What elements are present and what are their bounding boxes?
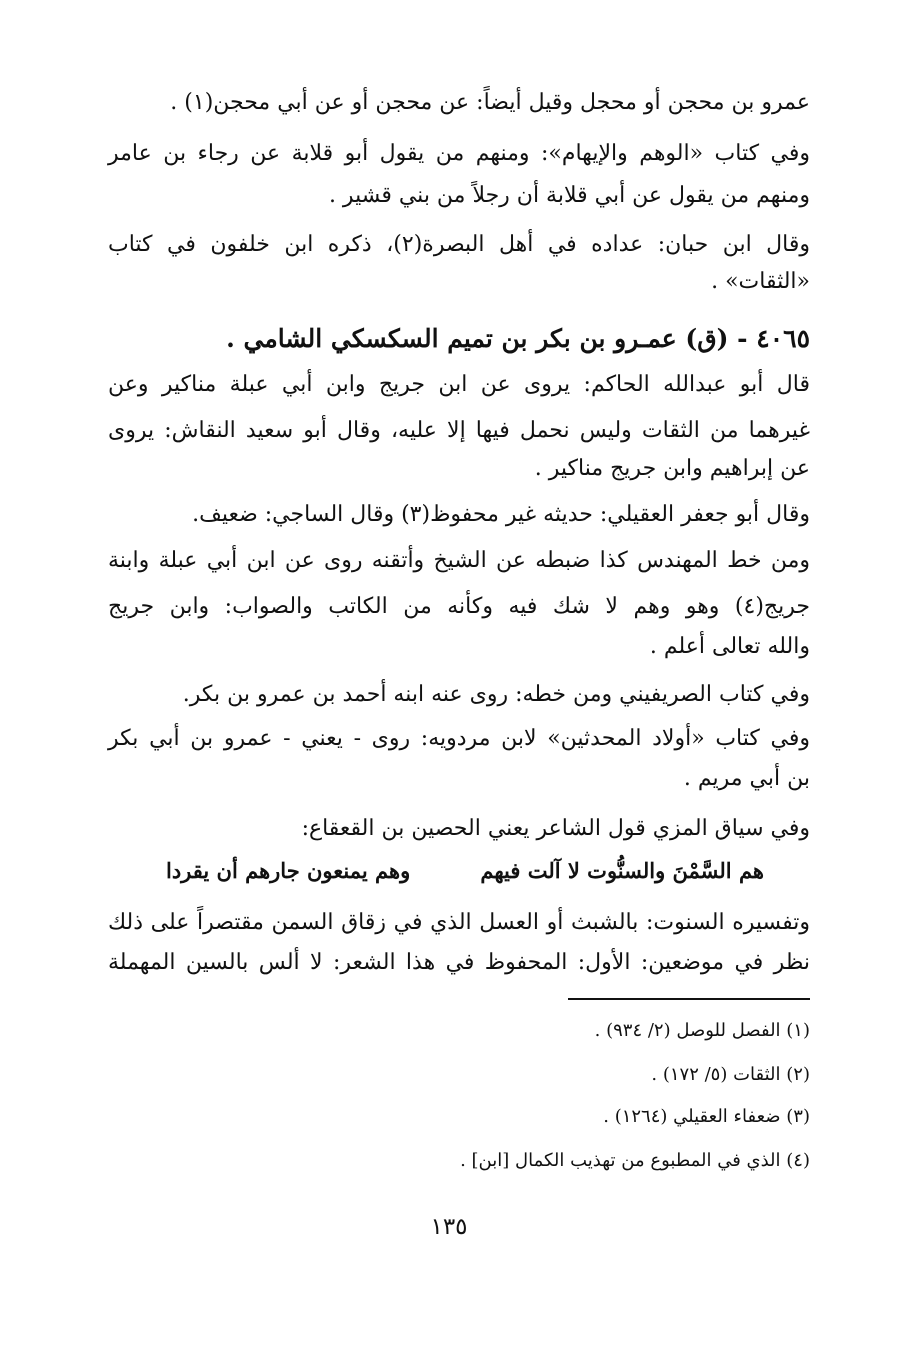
- entry-heading: ٤٠٦٥ - (ق) عمـرو بن بكر بن تميم السكسكي الشامي .: [226, 324, 810, 353]
- text-line: عمرو بن محجن أو محجل وقيل أيضاً: عن محجن أو عن أبي محجن(١) .: [170, 90, 810, 115]
- verse-second-hemistich: وهم يمنعون جارهم أن يقردا: [166, 858, 411, 883]
- text-line: جريج(٤) وهو وهم لا شك فيه وكأنه من الكاتب والصواب: وابن جريج: [108, 594, 810, 619]
- text-line: وتفسيره السنوت: بالشبث أو العسل الذي في زقاق السمن مقتصراً على ذلك: [108, 910, 810, 935]
- text-line: وفي كتاب الصريفيني ومن خطه: روى عنه ابنه أحمد بن عمرو بن بكر.: [182, 682, 810, 707]
- footnote: (١) الفصل للوصل (٢/ ٩٣٤) .: [594, 1020, 810, 1041]
- text-line: وقال أبو جعفر العقيلي: حديثه غير محفوظ(٣) وقال الساجي: ضعيف.: [192, 502, 810, 527]
- page-number: ١٣٥: [430, 1214, 468, 1240]
- text-line: عن إبراهيم وابن جريج مناكير .: [534, 456, 810, 481]
- text-line: وفي سياق المزي قول الشاعر يعني الحصين بن القعقاع:: [301, 816, 810, 841]
- footnote: (٣) ضعفاء العقيلي (١٢٦٤) .: [603, 1106, 810, 1127]
- text-line: قال أبو عبدالله الحاكم: يروى عن ابن جريج وابن أبي عبلة مناكير وعن: [108, 372, 810, 397]
- text-line: وفي كتاب «أولاد المحدثين» لابن مردويه: روى - يعني - عمرو بن أبي بكر: [108, 726, 810, 751]
- text-line: ومنهم من يقول عن أبي قلابة أن رجلاً من بني قشير .: [328, 183, 810, 208]
- text-line: والله تعالى أعلم .: [649, 634, 810, 659]
- text-line: نظر في موضعين: الأول: المحفوظ في هذا الشعر: لا ألس بالسين المهملة: [108, 950, 810, 975]
- verse-first-hemistich: هم السَّمْنَ والسنُّوت لا آلت فيهم: [480, 858, 764, 883]
- text-line: «الثقات» .: [711, 269, 810, 294]
- text-line: وقال ابن حبان: عداده في أهل البصرة(٢)، ذكره ابن خلفون في كتاب: [108, 232, 810, 257]
- text-line: غيرهما من الثقات وليس نحمل فيها إلا عليه، وقال أبو سعيد النقاش: يروى: [108, 418, 810, 443]
- text-line: بن أبي مريم .: [683, 766, 810, 791]
- footnote: (٤) الذي في المطبوع من تهذيب الكمال [ابن] .: [460, 1150, 810, 1171]
- text-line: وفي كتاب «الوهم والإيهام»: ومنهم من يقول أبو قلابة عن رجاء بن عامر: [108, 141, 810, 166]
- text-line: ومن خط المهندس كذا ضبطه عن الشيخ وأتقنه روى عن ابن أبي عبلة وابنة: [108, 548, 810, 573]
- footnote-separator: [568, 998, 810, 1000]
- footnote: (٢) الثقات (٥/ ١٧٢) .: [651, 1064, 810, 1085]
